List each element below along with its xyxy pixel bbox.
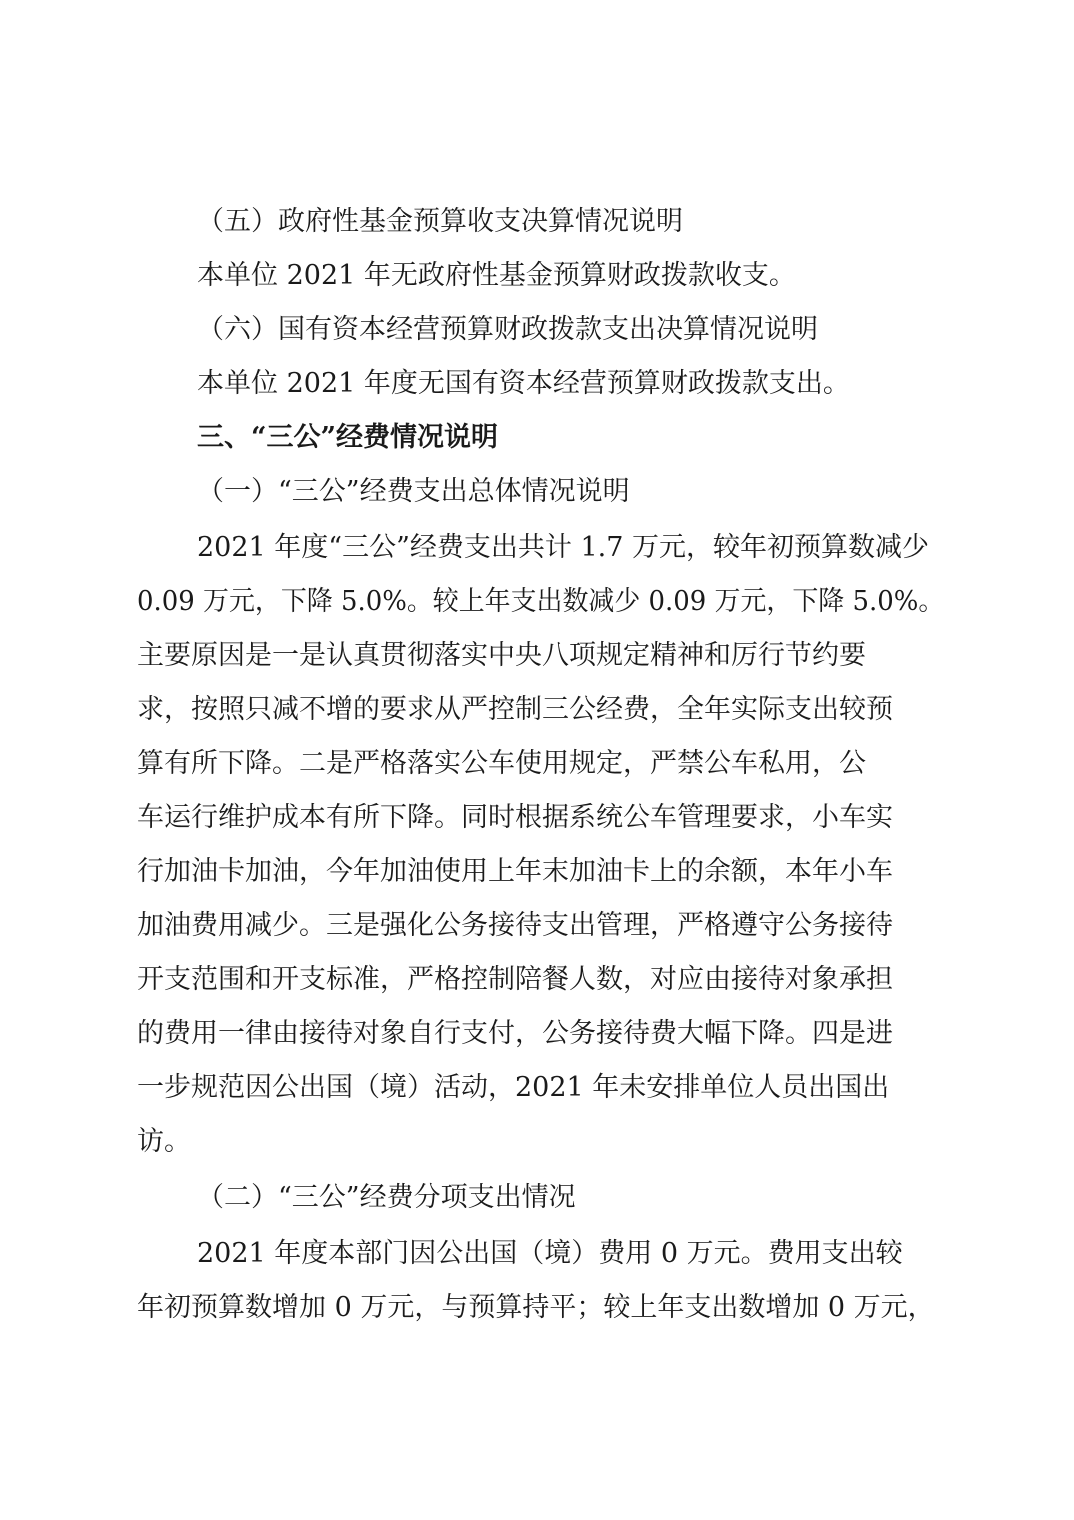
paragraph-line: 的费用一律由接待对象自行支付，公务接待费大幅下降。四是进 [137, 1018, 893, 1049]
paragraph-line: 车运行维护成本有所下降。同时根据系统公车管理要求，小车实 [137, 802, 893, 833]
section-heading-2: （二）“三公”经费分项支出情况 [197, 1182, 576, 1213]
paragraph-line: 2021 年度“三公”经费支出共计 1.7 万元，较年初预算数减少 [197, 532, 930, 563]
section-heading-1: （一）“三公”经费支出总体情况说明 [197, 476, 630, 507]
paragraph-line: 一步规范因公出国（境）活动，2021 年未安排单位人员出国出 [137, 1072, 890, 1103]
paragraph-line: 访。 [137, 1126, 191, 1157]
paragraph-line: 算有所下降。二是严格落实公车使用规定，严禁公车私用，公 [137, 748, 866, 779]
chapter-heading-3: 三、“三公”经费情况说明 [197, 422, 499, 453]
paragraph-line: 2021 年度本部门因公出国（境）费用 0 万元。费用支出较 [197, 1238, 903, 1269]
paragraph-line: 求，按照只减不增的要求从严控制三公经费，全年实际支出较预 [137, 694, 893, 725]
paragraph-line: 年初预算数增加 0 万元，与预算持平；较上年支出数增加 0 万元， [137, 1292, 935, 1323]
paragraph-line: 加油费用减少。三是强化公务接待支出管理，严格遵守公务接待 [137, 910, 893, 941]
section-heading-5: （五）政府性基金预算收支决算情况说明 [197, 206, 683, 237]
paragraph-line: 本单位 2021 年度无国有资本经营预算财政拨款支出。 [197, 368, 850, 399]
paragraph-line: 本单位 2021 年无政府性基金预算财政拨款收支。 [197, 260, 796, 291]
paragraph-line: 主要原因是一是认真贯彻落实中央八项规定精神和厉行节约要 [137, 640, 866, 671]
paragraph-line: 行加油卡加油，今年加油使用上年末加油卡上的余额，本年小车 [137, 856, 893, 887]
paragraph-line: 0.09 万元，下降 5.0%。较上年支出数减少 0.09 万元，下降 5.0%。 [137, 586, 945, 617]
paragraph-line: 开支范围和开支标准，严格控制陪餐人数，对应由接待对象承担 [137, 964, 893, 995]
section-heading-6: （六）国有资本经营预算财政拨款支出决算情况说明 [197, 314, 818, 345]
